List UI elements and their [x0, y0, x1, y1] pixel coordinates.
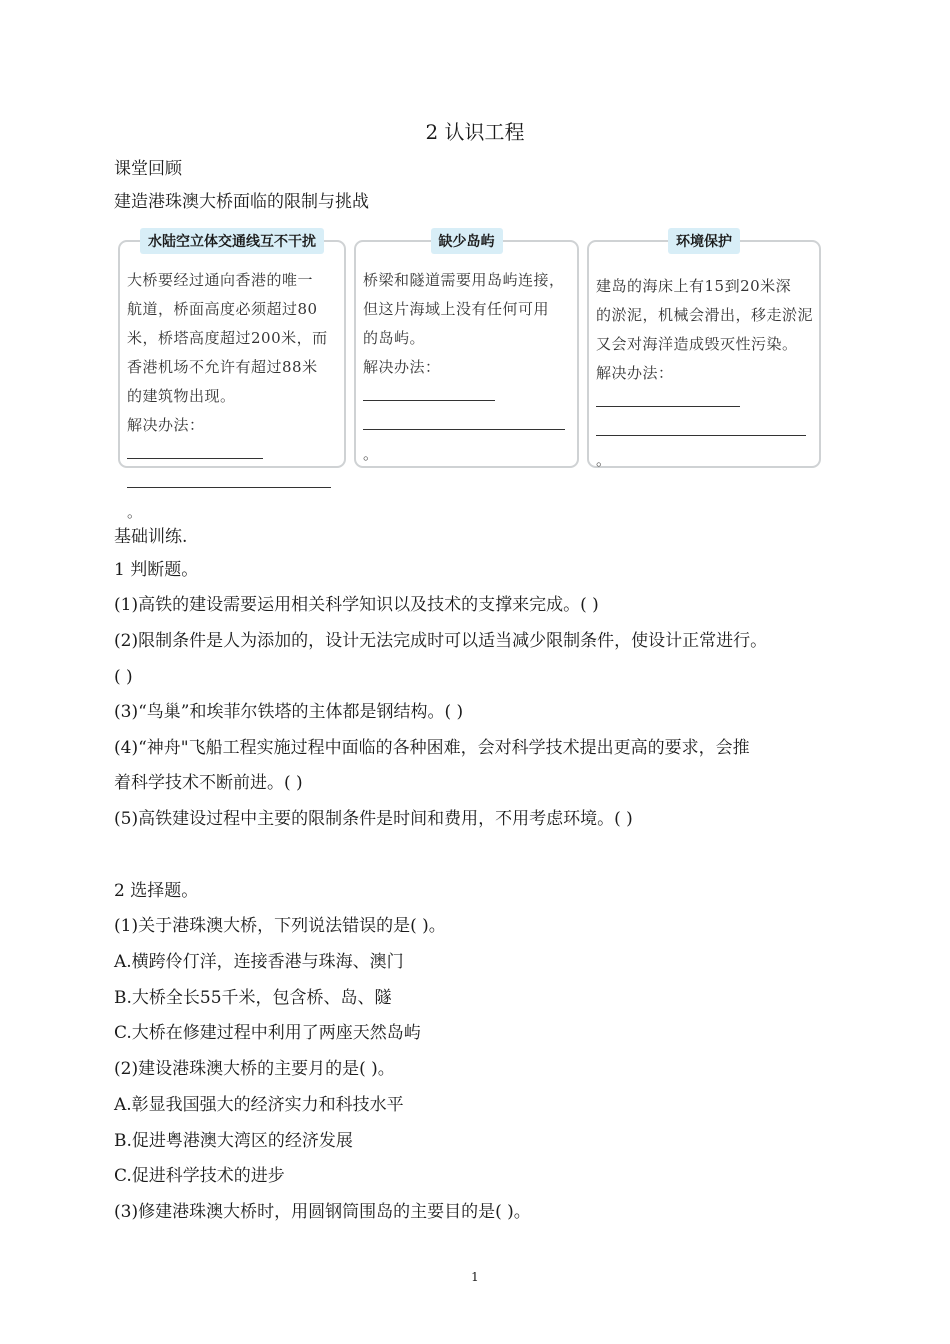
card-text-line: 的岛屿。: [363, 329, 426, 347]
card-text-line: 又会对海洋造成毁灭性污染。: [596, 335, 798, 353]
option-line: A.横跨伶仃洋，连接香港与珠海、澳门: [114, 952, 404, 972]
card-tag: 缺少岛屿: [431, 228, 503, 254]
review-cards: [118, 228, 822, 521]
end-mark: 。: [596, 451, 612, 469]
card-text-line: 的建筑物出现。: [127, 387, 236, 405]
card-environment: [587, 234, 821, 469]
question-line: 着科学技术不断前进。( ): [114, 773, 303, 793]
answer-blank[interactable]: [127, 469, 331, 488]
option-line: C.大桥在修建过程中利用了两座天然岛屿: [114, 1023, 421, 1043]
end-mark: 。: [127, 503, 143, 521]
solution-label: 解决办法：: [596, 364, 674, 382]
card-traffic: [118, 234, 346, 521]
card-text-line: 但这片海域上没有任何可用: [363, 300, 550, 318]
card-text-line: 米，桥塔高度超过200米，而: [127, 329, 328, 347]
answer-blank[interactable]: [127, 440, 263, 459]
question-line: (4)“神舟"飞船工程实施过程中面临的各种困难，会对科学技术提出更高的要求，会推: [114, 738, 750, 758]
card-body: [596, 272, 813, 475]
question-line: (2)建设港珠澳大桥的主要月的是( )。: [114, 1059, 395, 1079]
question-line: (5)高铁建设过程中主要的限制条件是时间和费用，不用考虑环境。( ): [114, 809, 633, 829]
basic-training-heading: 基础训练.: [114, 527, 188, 547]
card-body: [127, 266, 338, 527]
card-text-line: 建岛的海床上有15到20米深: [596, 277, 792, 295]
card-text-line: 大桥要经过通向香港的唯一: [127, 271, 314, 289]
card-text-line: 的淤泥，机械会滑出，移走淤泥: [596, 306, 814, 324]
question-line: (3)修建港珠澳大桥时，用圆钢筒围岛的主要目的是( )。: [114, 1202, 531, 1222]
card-islands: [354, 234, 579, 468]
section1-heading: 1 判断题。: [114, 560, 199, 580]
card-body: [363, 266, 571, 469]
card-text-line: 航道，桥面高度必须超过80: [127, 300, 318, 318]
answer-blank[interactable]: [363, 382, 495, 401]
question-line: (1)关于港珠澳大桥，下列说法错误的是( )。: [114, 916, 446, 936]
card-text-line: 香港机场不允许有超过88米: [127, 358, 318, 376]
option-line: B.促进粤港澳大湾区的经济发展: [114, 1131, 353, 1151]
solution-label: 解决办法：: [363, 358, 441, 376]
card-tag: 环境保护: [668, 228, 740, 254]
option-line: A.彰显我国强大的经济实力和科技水平: [114, 1095, 404, 1115]
section2-heading: 2 选择题。: [114, 881, 199, 901]
card-tag: 水陆空立体交通线互不干扰: [140, 228, 324, 254]
solution-label: 解决办法：: [127, 416, 205, 434]
answer-blank[interactable]: [596, 388, 740, 407]
page-number: 1: [471, 1270, 479, 1284]
page-title: 2 认识工程: [425, 120, 525, 144]
question-line: (3)“鸟巢”和埃菲尔铁塔的主体都是钢结构。( ): [114, 702, 464, 722]
question-line: (1)高铁的建设需要运用相关科学知识以及技术的支撑来完成。( ): [114, 595, 599, 615]
end-mark: 。: [363, 445, 379, 463]
review-heading: 课堂回顾: [114, 159, 182, 179]
question-line: (2)限制条件是人为添加的，设计无法完成时可以适当减少限制条件，使设计正常进行。: [114, 631, 768, 651]
review-subheading: 建造港珠澳大桥面临的限制与挑战: [114, 192, 369, 212]
option-line: C.促进科学技术的进步: [114, 1166, 285, 1186]
option-line: B.大桥全长55千米，包含桥、岛、隧: [114, 988, 392, 1008]
answer-blank[interactable]: [363, 411, 565, 430]
answer-blank[interactable]: [596, 417, 806, 436]
card-text-line: 桥梁和隧道需要用岛屿连接，: [363, 271, 565, 289]
question-line: ( ): [114, 667, 133, 687]
